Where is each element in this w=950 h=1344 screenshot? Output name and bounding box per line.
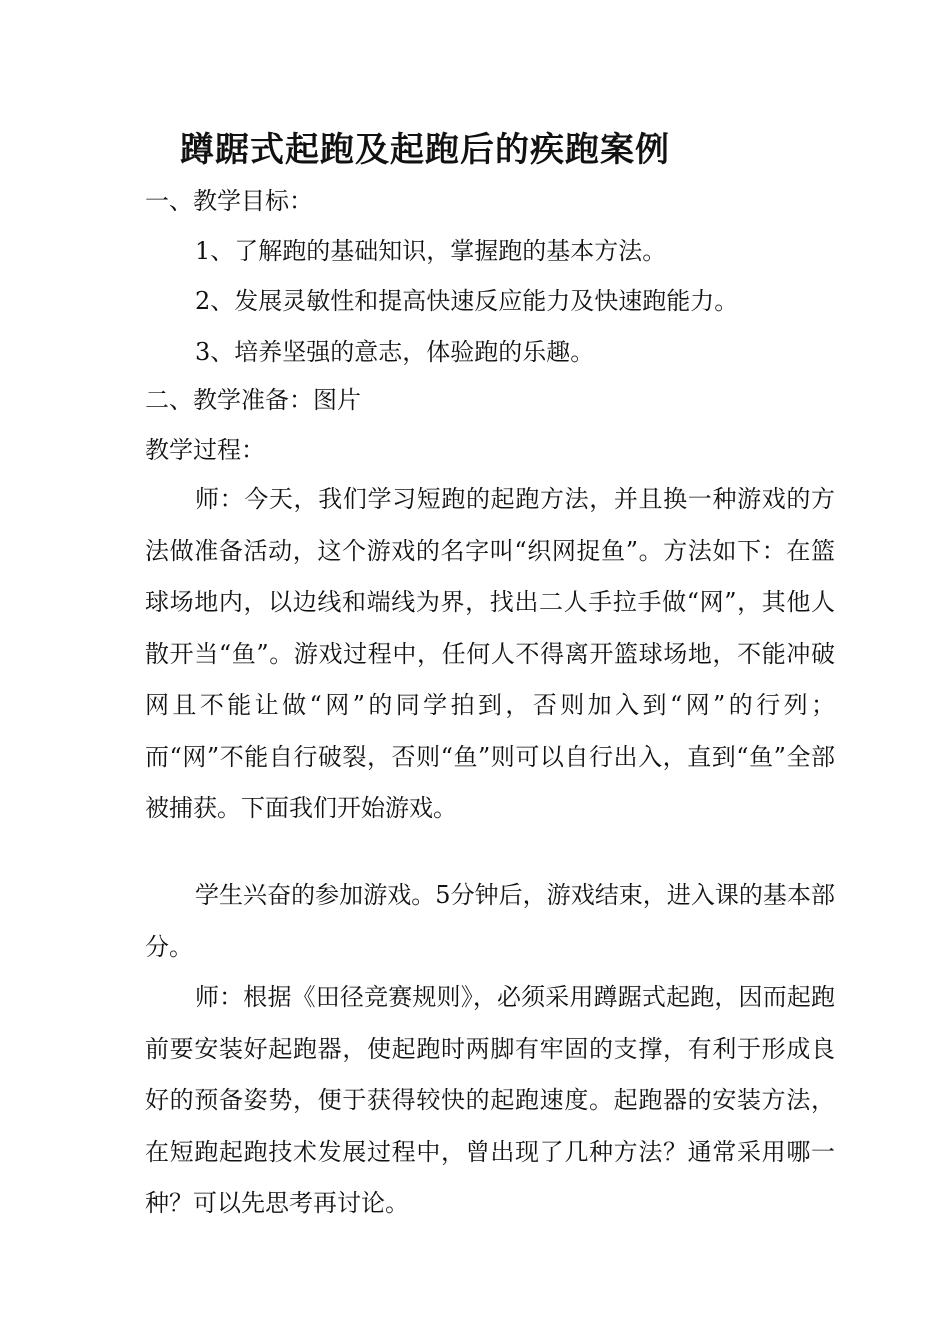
section-heading-objectives: 一、教学目标： bbox=[145, 187, 313, 215]
process-paragraph-2: 学生兴奋的参加游戏。5分钟后，游戏结束，进入课的基本部分。 bbox=[145, 881, 835, 961]
objective-item-1: 1、了解跑的基础知识，掌握跑的基本方法。 bbox=[195, 237, 667, 265]
objective-item-3: 3、培养坚强的意志，体验跑的乐趣。 bbox=[195, 338, 595, 366]
document-title: 蹲踞式起跑及起跑后的疾跑案例 bbox=[180, 130, 670, 170]
section-heading-preparation: 二、教学准备：图片 bbox=[145, 386, 361, 414]
process-paragraph-1: 师：今天，我们学习短跑的起跑方法，并且换一种游戏的方法做准备活动，这个游戏的名字叫“织网捉鱼”。方法如下：在篮球场地内，以边线和端线为界，找出二人手拉手做“网”，其他人散开当“鱼”。游戏过程中，任何人不得离开篮球场地，不能冲破网且不能让做“网”的同学拍到，否则加入到“网”的行列；而“网”不能自行破裂，否则“鱼”则可以自行出入，直到“鱼”全部被捕获。下面我们开始游戏。 bbox=[145, 485, 835, 822]
section-heading-process: 教学过程： bbox=[145, 436, 265, 464]
process-paragraph-3: 师：根据《田径竞赛规则》，必须采用蹲踞式起跑，因而起跑前要安装好起跑器，使起跑时两脚有牢固的支撑，有利于形成良好的预备姿势，便于获得较快的起跑速度。起跑器的安装方法，在短跑起跑技术发展过程中，曾出现了几种方法？通常采用哪一种？可以先思考再讨论。 bbox=[145, 983, 835, 1217]
objective-item-2: 2、发展灵敏性和提高快速反应能力及快速跑能力。 bbox=[195, 287, 739, 315]
